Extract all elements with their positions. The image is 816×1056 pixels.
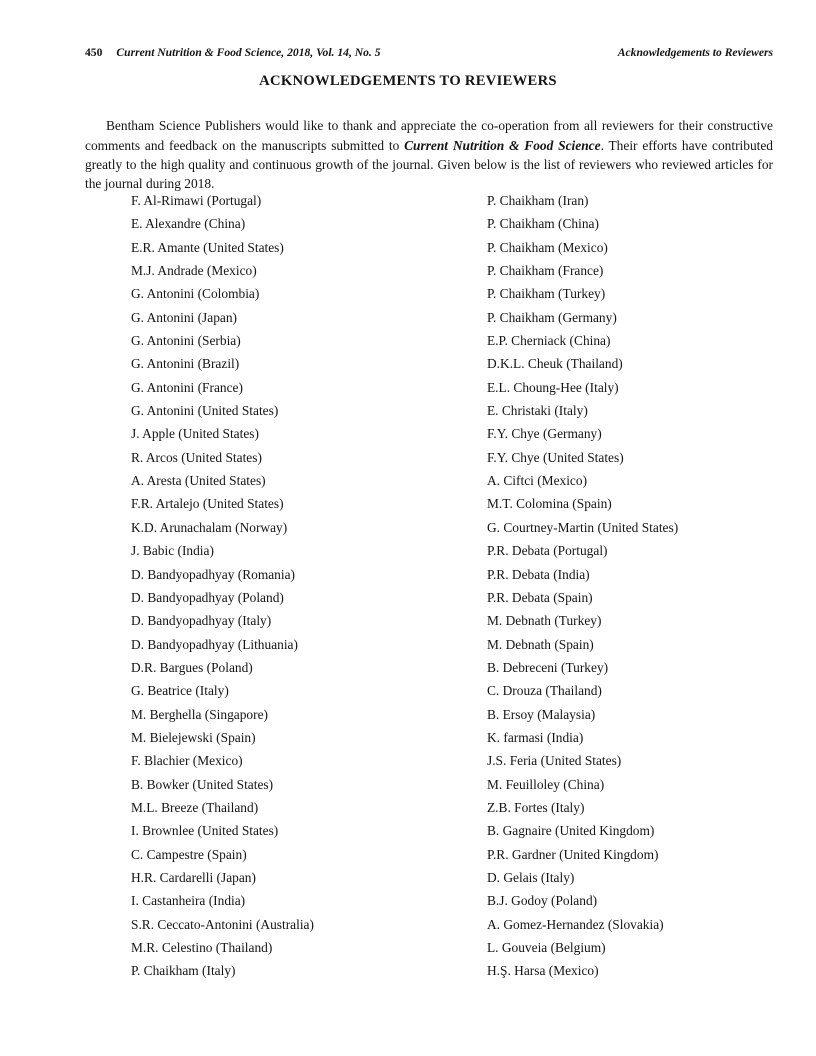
reviewer-item: M. Berghella (Singapore) xyxy=(131,706,268,722)
reviewer-item: P. Chaikham (Mexico) xyxy=(487,239,608,255)
intro-paragraph xyxy=(85,116,773,193)
reviewer-item: B.J. Godoy (Poland) xyxy=(487,893,598,909)
reviewer-item: K. farmasi (India) xyxy=(487,729,584,745)
reviewer-item: G. Beatrice (Italy) xyxy=(131,683,229,699)
reviewer-item: F.R. Artalejo (United States) xyxy=(131,496,284,512)
reviewer-item: P. Chaikham (China) xyxy=(487,216,599,232)
reviewer-item: M.L. Breeze (Thailand) xyxy=(131,799,259,815)
reviewer-item: B. Ersoy (Malaysia) xyxy=(487,706,596,722)
reviewer-item: F.Y. Chye (United States) xyxy=(487,449,624,465)
reviewer-item: M. Bielejewski (Spain) xyxy=(131,729,256,745)
reviewer-item: P. Chaikham (Iran) xyxy=(487,193,589,208)
reviewer-item: J. Babic (India) xyxy=(131,543,214,559)
reviewer-item: A. Aresta (United States) xyxy=(131,473,266,489)
reviewer-item: P. Chaikham (Turkey) xyxy=(487,286,606,302)
reviewer-item: E.R. Amante (United States) xyxy=(131,239,284,255)
reviewer-item: P.R. Debata (Portugal) xyxy=(487,543,608,559)
reviewers-col-left xyxy=(131,189,487,983)
reviewer-list xyxy=(131,189,773,983)
reviewer-item: C. Campestre (Spain) xyxy=(131,846,247,862)
reviewer-item: A. Ciftci (Mexico) xyxy=(487,473,588,489)
reviewers-col-right xyxy=(487,189,678,983)
reviewer-item: B. Bowker (United States) xyxy=(131,776,274,792)
reviewer-item: C. Drouza (Thailand) xyxy=(487,683,602,699)
reviewer-item: M.J. Andrade (Mexico) xyxy=(131,263,257,279)
journal-citation: Current Nutrition & Food Science, 2018, Vol. 14, No. 5 xyxy=(116,46,381,59)
reviewer-item: M. Debnath (Spain) xyxy=(487,636,594,652)
reviewer-item: D.K.L. Cheuk (Thailand) xyxy=(487,356,623,372)
reviewer-item: G. Courtney-Martin (United States) xyxy=(487,519,679,535)
reviewer-item: D. Gelais (Italy) xyxy=(487,869,575,885)
reviewer-item: K.D. Arunachalam (Norway) xyxy=(131,519,288,535)
reviewer-item: D. Bandyopadhyay (Romania) xyxy=(131,566,295,582)
reviewer-item: P. Chaikham (Italy) xyxy=(131,963,236,979)
running-head: Acknowledgements to Reviewers xyxy=(617,46,773,59)
reviewer-item: P.R. Debata (Spain) xyxy=(487,589,593,605)
reviewer-item: F. Al-Rimawi (Portugal) xyxy=(131,193,262,208)
page-header xyxy=(85,46,773,59)
reviewer-item: J. Apple (United States) xyxy=(131,426,259,442)
reviewer-item: B. Debreceni (Turkey) xyxy=(487,659,609,675)
reviewer-item: J.S. Feria (United States) xyxy=(487,753,622,769)
reviewer-item: A. Gomez-Hernandez (Slovakia) xyxy=(487,916,664,932)
header-left xyxy=(85,46,381,59)
reviewer-item: D.R. Bargues (Poland) xyxy=(131,659,253,675)
reviewer-item: E.P. Cherniack (China) xyxy=(487,333,611,349)
reviewer-item: I. Castanheira (India) xyxy=(131,893,246,909)
reviewer-item: G. Antonini (Colombia) xyxy=(131,286,260,302)
reviewer-item: M.T. Colomina (Spain) xyxy=(487,496,612,512)
reviewer-item: L. Gouveia (Belgium) xyxy=(487,940,606,955)
reviewer-item: G. Antonini (United States) xyxy=(131,403,279,419)
reviewer-item: E. Alexandre (China) xyxy=(131,216,246,232)
reviewer-item: H.Ş. Harsa (Mexico) xyxy=(487,963,599,979)
reviewer-item: P.R. Gardner (United Kingdom) xyxy=(487,846,659,862)
reviewer-item: R. Arcos (United States) xyxy=(131,449,262,465)
reviewer-item: P. Chaikham (France) xyxy=(487,263,604,279)
intro-text-before: Bentham Science Publishers would like to thank and appreciate the co-operation from all reviewers for their constructive comments and feedback on the manuscripts submitted to xyxy=(85,118,773,153)
reviewer-item: G. Antonini (Brazil) xyxy=(131,356,240,372)
reviewer-item: G. Antonini (France) xyxy=(131,379,243,395)
reviewer-item: Z.B. Fortes (Italy) xyxy=(487,799,585,815)
reviewer-item: D. Bandyopadhyay (Italy) xyxy=(131,613,272,629)
reviewer-item: P.R. Debata (India) xyxy=(487,566,590,582)
journal-name: Current Nutrition & Food Science xyxy=(404,137,601,153)
intro-text-after: . Their efforts have contributed greatly to the high quality and continuous growth of the journal. Given below is the list of reviewers who reviewed articles for the journal during 2018. xyxy=(85,137,773,192)
reviewer-item: B. Gagnaire (United Kingdom) xyxy=(487,823,655,839)
reviewer-item: P. Chaikham (Germany) xyxy=(487,309,617,325)
reviewer-item: F. Blachier (Mexico) xyxy=(131,753,243,769)
reviewer-item: E. Christaki (Italy) xyxy=(487,403,588,419)
reviewer-item: E.L. Choung-Hee (Italy) xyxy=(487,379,619,395)
reviewer-item: H.R. Cardarelli (Japan) xyxy=(131,869,256,885)
page-number: 450 xyxy=(85,46,103,59)
reviewer-item: D. Bandyopadhyay (Poland) xyxy=(131,589,284,605)
reviewer-item: F.Y. Chye (Germany) xyxy=(487,426,602,442)
page-title: ACKNOWLEDGEMENTS TO REVIEWERS xyxy=(259,73,557,89)
reviewer-item: D. Bandyopadhyay (Lithuania) xyxy=(131,636,298,652)
reviewer-item: G. Antonini (Japan) xyxy=(131,309,237,325)
reviewer-item: I. Brownlee (United States) xyxy=(131,823,279,839)
reviewer-item: M. Feuilloley (China) xyxy=(487,776,605,792)
reviewer-item: S.R. Ceccato-Antonini (Australia) xyxy=(131,916,314,932)
reviewer-item: M. Debnath (Turkey) xyxy=(487,613,602,629)
reviewer-item: G. Antonini (Serbia) xyxy=(131,333,241,349)
reviewer-item: M.R. Celestino (Thailand) xyxy=(131,940,273,955)
